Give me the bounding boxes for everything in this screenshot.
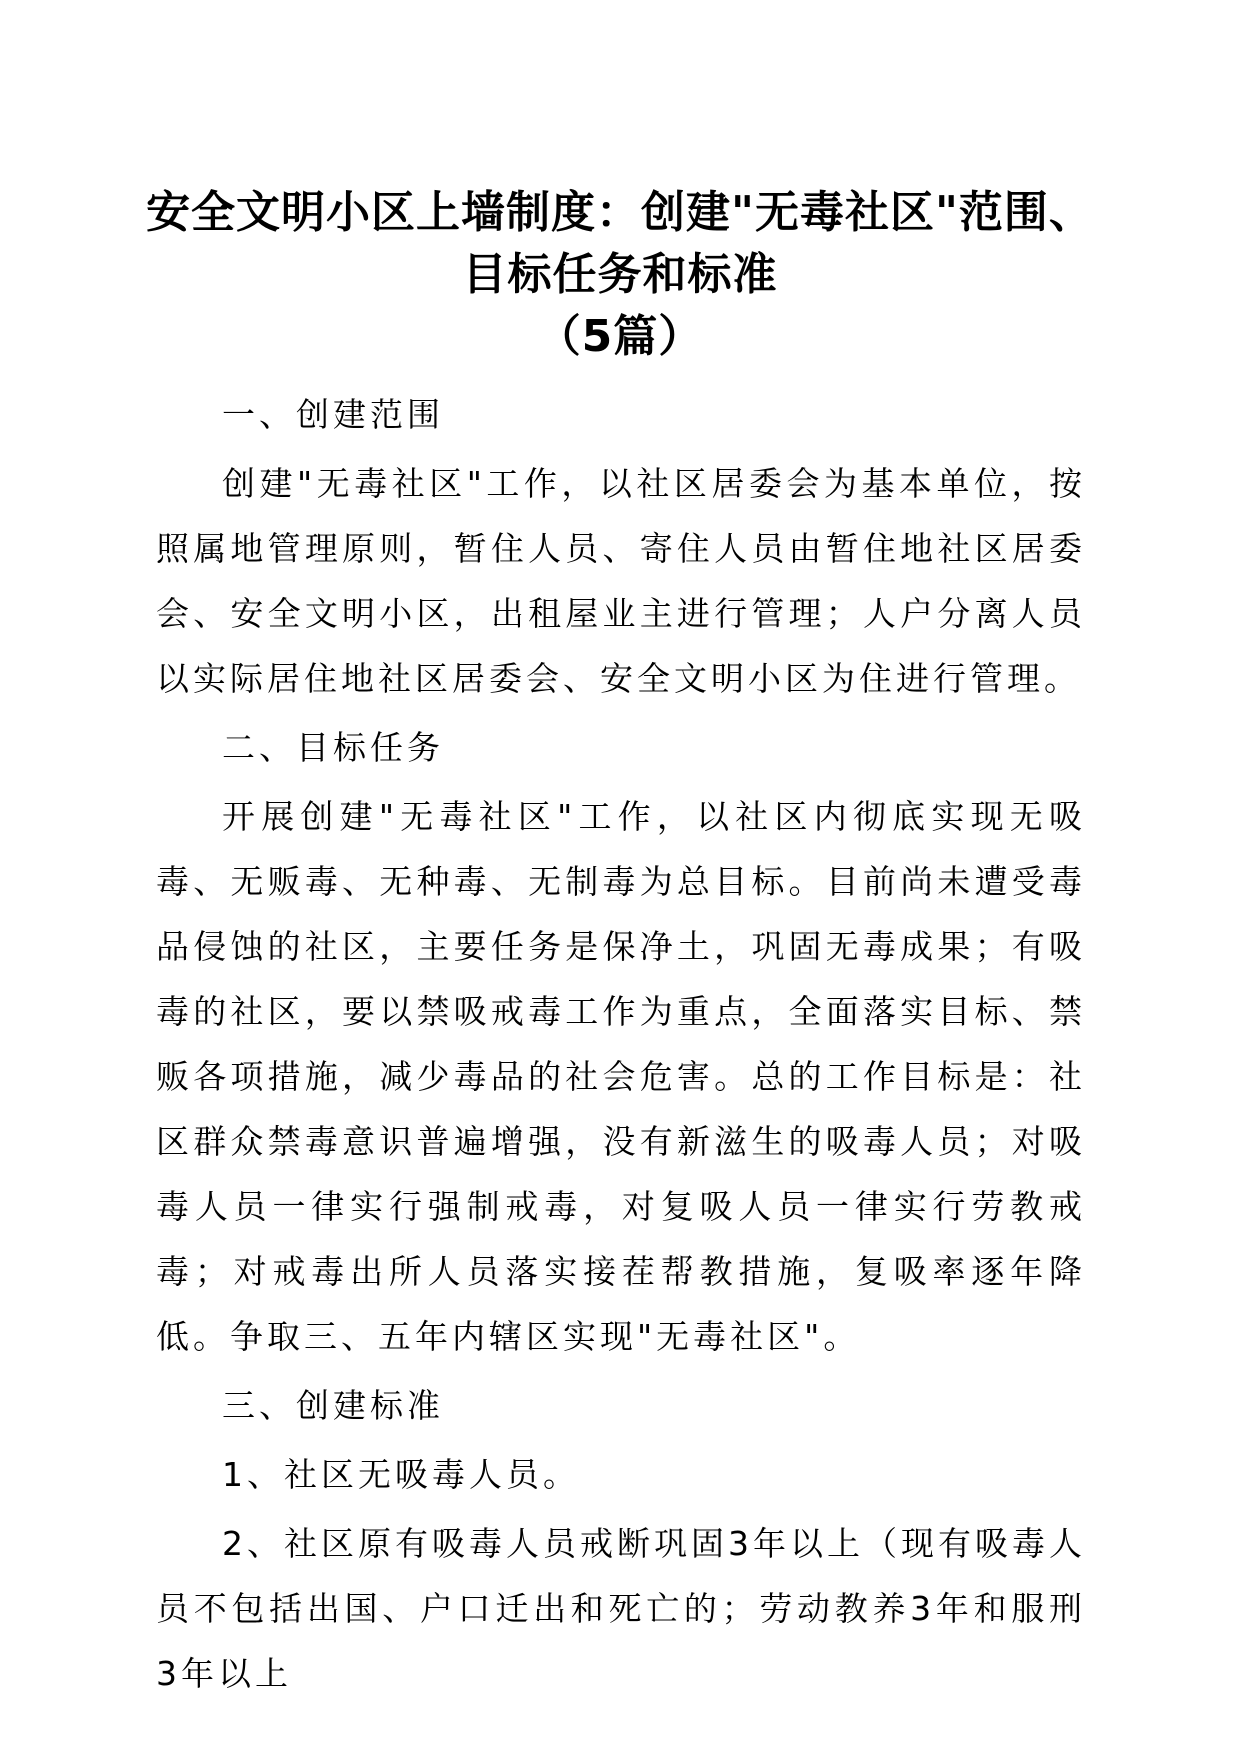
- title-line-3: （5篇）: [536, 311, 704, 362]
- section-heading-standards: 三、创建标准: [222, 1386, 444, 1425]
- title-line-2: 目标任务和标准: [462, 249, 778, 300]
- document-body: [156, 382, 1086, 1710]
- section-heading-scope: 一、创建范围: [222, 395, 444, 434]
- list-item-standard-2: 2、社区原有吸毒人员戒断巩固3年以上（现有吸毒人员不包括出国、户口迁出和死亡的；劳动教养3年和服刑3年以上: [156, 1524, 1086, 1693]
- document-title: [140, 182, 1100, 368]
- paragraph-goals: 开展创建"无毒社区"工作，以社区内彻底实现无吸毒、无贩毒、无种毒、无制毒为总目标。目前尚未遭受毒品侵蚀的社区，主要任务是保净土，巩固无毒成果；有吸毒的社区，要以禁吸戒毒工作为重点，全面落实目标、禁贩各项措施，减少毒品的社会危害。总的工作目标是：社区群众禁毒意识普遍增强，没有新滋生的吸毒人员；对吸毒人员一律实行强制戒毒，对复吸人员一律实行劳教戒毒；对戒毒出所人员落实接茬帮教措施，复吸率逐年降低。争取三、五年内辖区实现"无毒社区"。: [156, 797, 1086, 1356]
- section-heading-goals: 二、目标任务: [222, 728, 444, 767]
- paragraph-scope: 创建"无毒社区"工作，以社区居委会为基本单位，按照属地管理原则，暂住人员、寄住人员由暂住地社区居委会、安全文明小区，出租屋业主进行管理；人户分离人员以实际居住地社区居委会、安全文明小区为住进行管理。: [156, 464, 1086, 698]
- title-line-1: 安全文明小区上墙制度：创建"无毒社区"范围、: [146, 187, 1094, 238]
- list-item-standard-1: 1、社区无吸毒人员。: [222, 1455, 580, 1494]
